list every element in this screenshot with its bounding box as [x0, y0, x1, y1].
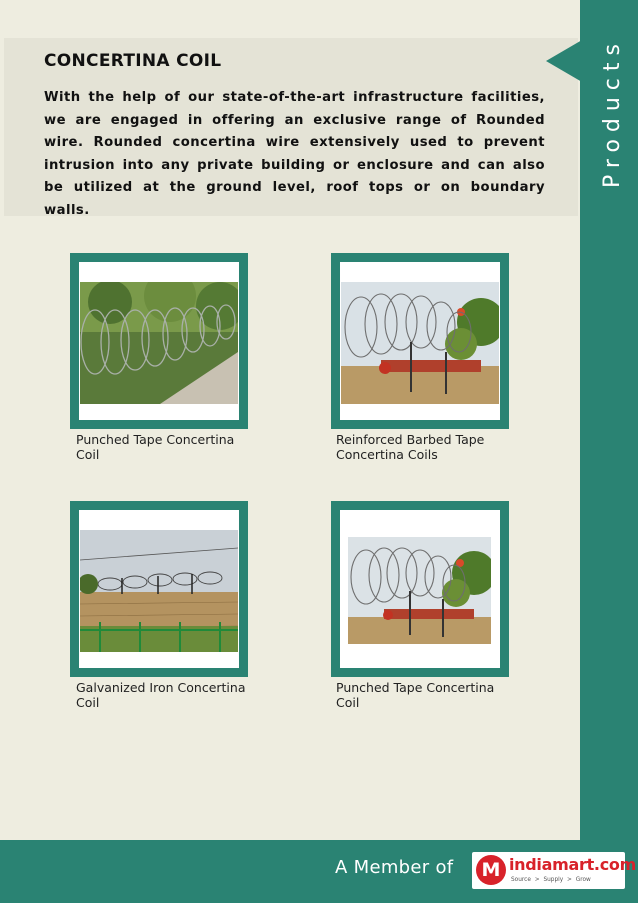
product-caption[interactable]: Reinforced Barbed Tape Concertina Coils [336, 432, 485, 462]
product-photo [341, 282, 499, 404]
product-card[interactable] [70, 501, 248, 677]
product-photo [348, 537, 491, 644]
product-card[interactable] [331, 253, 509, 429]
product-caption[interactable]: Punched Tape Concertina Coil [336, 680, 495, 710]
product-card[interactable] [70, 253, 248, 429]
indiamart-logo-icon: M [476, 855, 506, 885]
logo-wordmark: indiamart.com [509, 855, 636, 874]
member-text: A Member of [335, 857, 454, 878]
product-card[interactable] [331, 501, 509, 677]
product-photo [80, 282, 238, 404]
page-title: CONCERTINA COIL [44, 51, 222, 71]
product-caption[interactable]: Punched Tape Concertina Coil [76, 432, 235, 462]
logo-tagline: Source > Supply > Grow [511, 877, 591, 883]
product-photo [80, 530, 238, 652]
intro-description: With the help of our state-of-the-art infrastructure facilities, we are engaged in offering an exclusive range of Rounded wire. Rounded concertina wire extensively used to prevent intrusion into any private building or enclosure and can also be utilized at the ground level, roof tops or on boundary walls. [44, 90, 545, 218]
pointer-arrow-icon [546, 40, 582, 82]
section-label: Products [600, 37, 625, 188]
product-caption[interactable]: Galvanized Iron Concertina Coil [76, 680, 246, 710]
